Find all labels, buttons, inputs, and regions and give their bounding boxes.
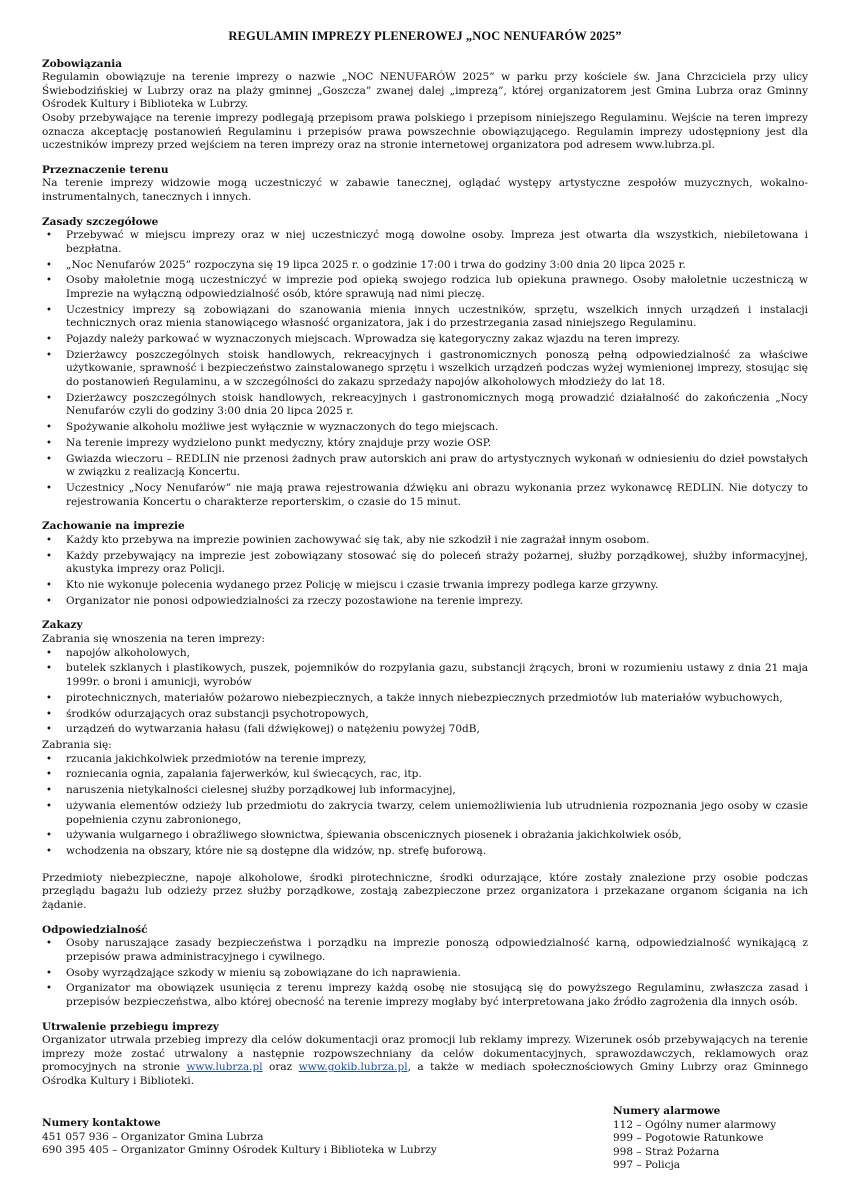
list-item: • Gwiazda wieczoru – REDLIN nie przenosi żadnych praw autorskich ani praw do artystycznych wykonań w odniesieniu do dzieł powstałych w związku z realizacją Koncertu. (66, 453, 808, 480)
section-recording (42, 1021, 808, 1089)
alarm-line: 999 – Pogotowie Ratunkowe (613, 1132, 764, 1145)
list-item: • Przebywać w miejscu imprezy oraz w niej uczestniczyć mogą dowolne osoby. Impreza jest otwarta dla wszystkich, niebiletowana i bezpłatna. (66, 229, 808, 256)
alarm-line: 997 – Policja (613, 1159, 681, 1172)
list-item: • napojów alkoholowych, (66, 647, 808, 661)
gokib-link[interactable]: www.gokib.lubrza.pl (298, 1061, 408, 1074)
section-obligations (42, 58, 808, 153)
list-item: • Osoby naruszające zasady bezpieczeństwa i porządku na imprezie ponoszą odpowiedzialność karną, odpowiedzialność wynikającą z przepisów prawa administracyjnego i cywilnego. (66, 937, 808, 964)
section-title: Utrwalenie przebiegu imprezy (42, 1020, 219, 1033)
section-title: Zakazy (42, 619, 83, 632)
alarm-line: 998 – Straż Pożarna (613, 1145, 720, 1158)
list-item: • Uczestnicy „Nocy Nenufarów” nie mają prawa rejestrowania dźwięku ani obrazu wykonania przez wykonawcę REDLIN. Nie dotyczy to rejestrowania Koncertu o charakterze reporterskim, o czasie do 15 minut. (66, 482, 808, 509)
list-item: • naruszenia nietykalności cielesnej służby porządkowej lub informacyjnej, (66, 784, 808, 798)
section-title: Zasady szczegółowe (42, 215, 159, 228)
alarm-line: 112 – Ogólny numer alarmowy (613, 1118, 777, 1131)
list-item: • używania wulgarnego i obraźliwego słownictwa, śpiewania obscenicznych piosenek i obrażania jakichkolwiek osób, (66, 829, 808, 843)
section-behavior (42, 520, 808, 608)
list-item: • urządzeń do wytwarzania hałasu (fali dźwiękowej) o natężeniu powyżej 70dB, (66, 723, 808, 737)
paragraph: Przedmioty niebezpieczne, napoje alkoholowe, środki pirotechniczne, środki odurzające, które zostały znalezione przy osobie podczas przeglądu bagażu lub odzieży przez służby porządkowe, zostają zabezpieczone przez organizatora i przekazane organom ścigania na ich żądanie. (42, 871, 808, 911)
alarm-numbers (613, 1105, 813, 1173)
list-item: • Dzierżawcy poszczególnych stoisk handlowych, rekreacyjnych i gastronomicznych ponoszą pełną odpowiedzialność za właściwe użytkowanie, sprawność i bezpieczeństwo zainstalowanego sprzętu i wszelkich urządzeń podczas wyżej wymienionej imprezy, stosując się do postanowień Regulaminu, a w szczególności do zakazu sprzedaży napojów alkoholowych młodzieży do lat 18. (66, 349, 808, 390)
section-rules (42, 216, 808, 510)
list-item: • Osoby wyrządzające szkody w mieniu są zobowiązane do ich naprawienia. (66, 967, 808, 981)
list-item: • Pojazdy należy parkować w wyznaczonych miejscach. Wprowadza się kategoryczny zakaz wjazdu na teren imprezy. (66, 333, 808, 347)
document-title: REGULAMIN IMPREZY PLENEROWEJ „NOC NENUFARÓW 2025” (228, 29, 622, 43)
list-item: • Dzierżawcy poszczególnych stoisk handlowych, rekreacyjnych i gastronomicznych mogą prowadzić działalność do zakończenia „Nocy Nenufarów czyli do godziny 3:00 dnia 20 lipca 2025 r. (66, 392, 808, 419)
contact-numbers (42, 1117, 562, 1158)
lubrza-link[interactable]: www.lubrza.pl (186, 1061, 263, 1074)
alarms-title: Numery alarmowe (613, 1105, 721, 1117)
contact-line: 451 057 936 – Organizator Gmina Lubrza (42, 1130, 264, 1143)
list-item: • „Noc Nenufarów 2025” rozpoczyna się 19 lipca 2025 r. o godzinie 17:00 i trwa do godziny 3:00 dnia 20 lipca 2025 r. (66, 259, 808, 273)
rules-list (42, 229, 808, 509)
list-item: • pirotechnicznych, materiałów pożarowo niebezpiecznych, a także innych niebezpiecznych przedmiotów lub materiałów wybuchowych, (66, 692, 808, 706)
list-item: • Kto nie wykonuje polecenia wydanego przez Policję w miejscu i czasie trwania imprezy podlega karze grzywny. (66, 579, 808, 593)
paragraph: Osoby przebywające na terenie imprezy podlegają przepisom prawa polskiego i przepisom niniejszego Regulaminu. Wejście na teren imprezy oznacza akceptację postanowień Regulaminu i przepisów prawa powszechnie obowiązującego. Regulamin imprezy udostępniony jest dla uczestników imprezy przed wejściem na teren imprezy oraz na stronie internetowej organizatora pod adresem www.lubrza.pl. (42, 111, 808, 152)
liability-list (42, 937, 808, 1009)
section-title: Przeznaczenie terenu (42, 163, 169, 176)
paragraph: Regulamin obowiązuje na terenie imprezy o nazwie „NOC NENUFARÓW 2025” w parku przy kościele św. Jana Chrzciciela przy ulicy Świebodzińskiej w Lubrzy oraz na plaży gminnej „Goszcza” zwanej dalej „imprezą”, której organizatorem jest Gmina Lubrza oraz Gminny Ośrodek Kultury i Biblioteka w Lubrzy. (42, 71, 808, 111)
section-purpose (42, 164, 808, 205)
section-bans (42, 619, 808, 912)
list-item: • rozniecania ognia, zapalania fajerwerków, kul świecących, rac, itp. (66, 768, 808, 782)
bans-list-actions (42, 753, 808, 859)
list-item: • Organizator nie ponosi odpowiedzialności za rzeczy pozostawione na terenie imprezy. (66, 595, 808, 609)
list-item: • wchodzenia na obszary, które nie są dostępne dla widzów, np. strefę buforową. (66, 845, 808, 859)
list-item: • butelek szklanych i plastikowych, puszek, pojemników do rozpylania gazu, substancji żrących, broni w rozumieniu ustawy z dnia 21 maja 1999r. o broni i amunicji, wyrobów (66, 662, 808, 689)
list-item: • Osoby małoletnie mogą uczestniczyć w imprezie pod opieką swojego rodzica lub opiekuna prawnego. Osoby małoletnie uczestniczą w Imprezie na wyłączną odpowiedzialność osób, które sprawują nad nimi pieczę. (66, 274, 808, 301)
document-body (42, 30, 808, 1099)
list-item: • Każdy przebywający na imprezie jest zobowiązany stosować się do poleceń straży pożarnej, służby porządkowej, służby informacyjnej, akustyka imprezy oraz Policji. (66, 550, 808, 577)
paragraph (42, 1034, 808, 1088)
section-title: Zobowiązania (42, 57, 123, 70)
list-item: • używania elementów odzieży lub przedmiotu do zakrycia twarzy, celem uniemożliwienia lub utrudnienia rozpoznania jego osoby w czasie popełnienia czynu zabronionego, (66, 800, 808, 827)
text-run: , a także w mediach społecznościowych Gminy Lubrzy oraz Gminnego Ośrodka Kultury i Biblioteki. (42, 1061, 809, 1087)
section-title: Odpowiedzialność (42, 923, 148, 936)
paragraph: Na terenie imprezy widzowie mogą uczestniczyć w zabawie tanecznej, oglądać występy artystyczne zespołów muzycznych, wokalno-instrumentalnych, tanecznych i innych. (42, 177, 808, 203)
list-item: • Spożywanie alkoholu możliwe jest wyłącznie w wyznaczonych do tego miejscach. (66, 421, 808, 435)
section-title: Zachowanie na imprezie (42, 520, 185, 533)
paragraph: Zabrania się wnoszenia na teren imprezy: (42, 633, 265, 645)
list-item: • Uczestnicy imprezy są zobowiązani do szanowania mienia innych uczestników, sprzętu, wszelkich innych urządzeń i instalacji technicznych oraz mienia stanowiącego własność organizatora, jak i do przestrzegania zasad niniejszego Regulaminu. (66, 304, 808, 331)
list-item: • Organizator ma obowiązek usunięcia z terenu imprezy każdą osobę nie stosującą się do powyższego Regulaminu, zwłaszcza zasad i przepisów bezpieczeństwa, albo której obecność na terenie imprezy mogłaby być interpretowana jako źródło zagrożenia dla innych osób. (66, 982, 808, 1009)
contacts-title: Numery kontaktowe (42, 1117, 161, 1129)
section-liability (42, 924, 808, 1010)
list-item: • Każdy kto przebywa na imprezie powinien zachowywać się tak, aby nie szkodził i nie zagrażał innym osobom. (66, 534, 808, 548)
behavior-list (42, 534, 808, 609)
list-item: • środków odurzających oraz substancji psychotropowych, (66, 708, 808, 722)
paragraph: Zabrania się: (42, 739, 112, 752)
bans-list-carry (42, 647, 808, 737)
contact-line: 690 395 405 – Organizator Gminny Ośrodek Kultury i Biblioteka w Lubrzy (42, 1144, 437, 1157)
list-item: • Na terenie imprezy wydzielono punkt medyczny, który znajduje przy wozie OSP. (66, 437, 808, 451)
text-run: Organizator utrwala przebieg imprezy dla celów dokumentacji oraz promocji lub reklamy imprezy. Wizerunek osób przebywających na terenie imprezy może zostać utrwalony a następnie rozpowszechniany da celów dokumentacyjnych, sprawozdawczych, reklamowych oraz promocyjnych na stronie (42, 1034, 808, 1074)
list-item: • rzucania jakichkolwiek przedmiotów na terenie imprezy, (66, 753, 808, 767)
text-run: oraz (269, 1061, 293, 1074)
